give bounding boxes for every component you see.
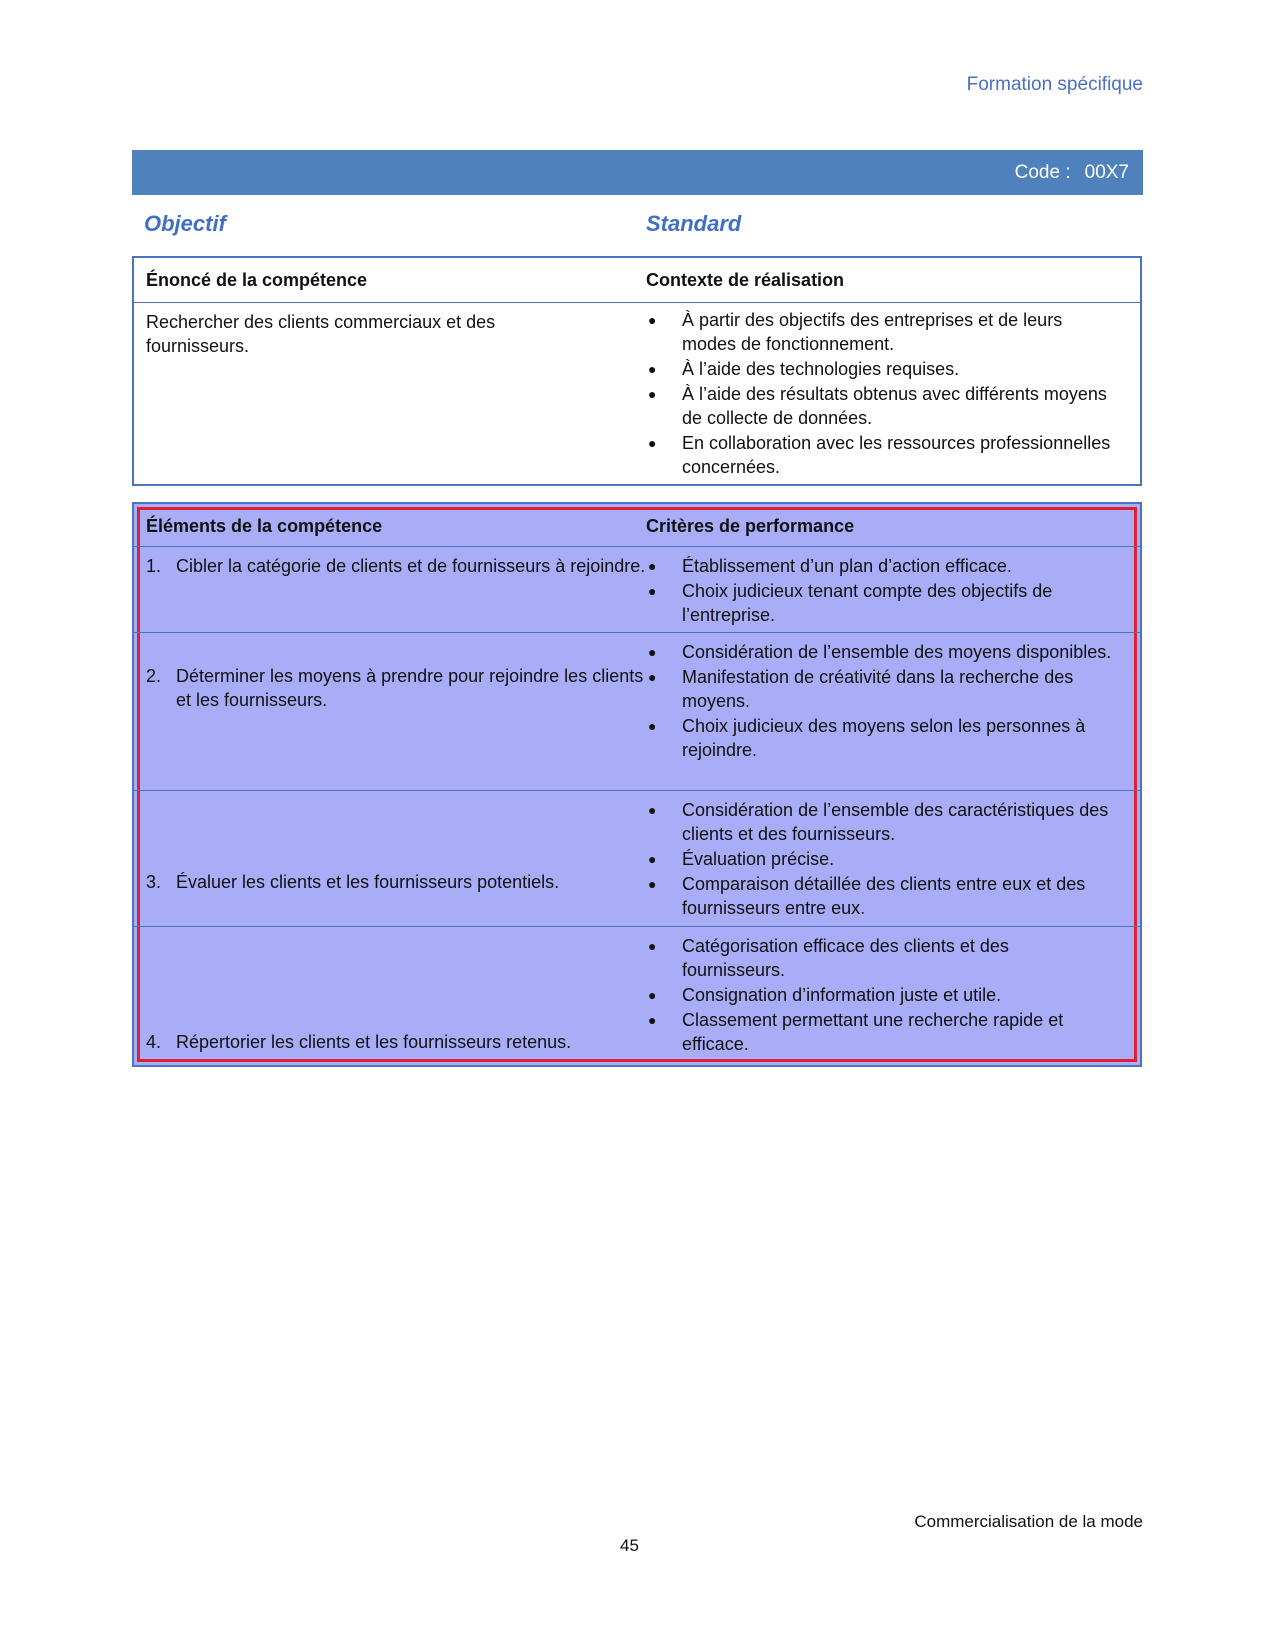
table-row-element-1: 1. Cibler la catégorie de clients et de fournisseurs à rejoindre. [146,556,646,576]
criteria-list-4 [646,934,1116,1057]
bullet-icon: ● [648,669,657,685]
elements-header-divider [134,546,1140,547]
list-item: ● Évaluation précise. [648,849,835,869]
list-item: ● Choix judicieux tenant compte des objectifs de l’entreprise. [648,581,1053,625]
table-row-element-3: 3. Évaluer les clients et les fournisseurs potentiels. [146,872,560,892]
elements-table [132,502,1142,1067]
bullet-icon: ● [648,361,657,377]
list-item: ● Considération de l’ensemble des moyens disponibles. [648,642,1112,662]
criteria-list-3 [646,798,1116,921]
list-item: ● Classement permettant une recherche rapide et efficace. [648,1010,1064,1054]
objective-heading: Objectif [144,211,226,236]
list-item: ● Établissement d’un plan d’action efficace. [648,556,1012,576]
bullet-icon: ● [648,558,657,574]
list-item: ● À partir des objectifs des entreprises et de leurs modes de fonctionnement. [648,310,1063,354]
list-item: ● En collaboration avec les ressources professionnelles concernées. [648,433,1111,477]
standard-heading: Standard [646,211,742,236]
row-divider [134,790,1140,791]
bullet-icon: ● [648,435,657,451]
list-item: ● À l’aide des technologies requises. [648,359,960,379]
competence-col1-header: Énoncé de la compétence [146,270,368,290]
code-bar [132,150,1143,195]
list-item: ● Choix judicieux des moyens selon les personnes à rejoindre. [648,716,1086,760]
competence-statement: Rechercher des clients commerciaux et des fournisseurs. [146,312,496,356]
list-item: ● Considération de l’ensemble des caractéristiques des clients et des fournisseurs. [648,800,1109,844]
code-value: 00X7 [1084,161,1129,183]
code-label: Code : [1014,161,1071,183]
bullet-icon: ● [648,312,657,328]
bullet-icon: ● [648,876,657,892]
criteria-list-2 [646,640,1116,763]
competence-table [132,256,1142,486]
list-item: ● Consignation d’information juste et utile. [648,985,1002,1005]
bullet-icon: ● [648,1012,657,1028]
elements-col1-header: Éléments de la compétence [146,516,383,536]
competence-header-divider [134,302,1140,303]
bullet-icon: ● [648,718,657,734]
list-item: ● Manifestation de créativité dans la recherche des moyens. [648,667,1074,711]
bullet-icon: ● [648,386,657,402]
bullet-icon: ● [648,987,657,1003]
elements-col2-header: Critères de performance [646,516,855,536]
page-number: 45 [620,1536,639,1555]
list-item: ● Catégorisation efficace des clients et des fournisseurs. [648,936,1009,980]
row-divider [134,632,1140,633]
bullet-icon: ● [648,583,657,599]
table-row-element-2: 2. Déterminer les moyens à prendre pour rejoindre les clients et les fournisseurs. [146,666,644,710]
objective-standard-headings [144,211,1134,241]
competence-col2-header: Contexte de réalisation [646,270,845,290]
footer-text: Commercialisation de la mode [914,1512,1143,1531]
header-title: Formation spécifique [966,74,1143,95]
context-list [646,308,1116,480]
list-item: ● À l’aide des résultats obtenus avec différents moyens de collecte de données. [648,384,1107,428]
row-divider [134,926,1140,927]
table-row-element-4: 4. Répertorier les clients et les fournisseurs retenus. [146,1032,572,1052]
list-item: ● Comparaison détaillée des clients entre eux et des fournisseurs entre eux. [648,874,1086,918]
bullet-icon: ● [648,851,657,867]
bullet-icon: ● [648,644,657,660]
criteria-list-1 [646,554,1116,628]
bullet-icon: ● [648,938,657,954]
bullet-icon: ● [648,802,657,818]
